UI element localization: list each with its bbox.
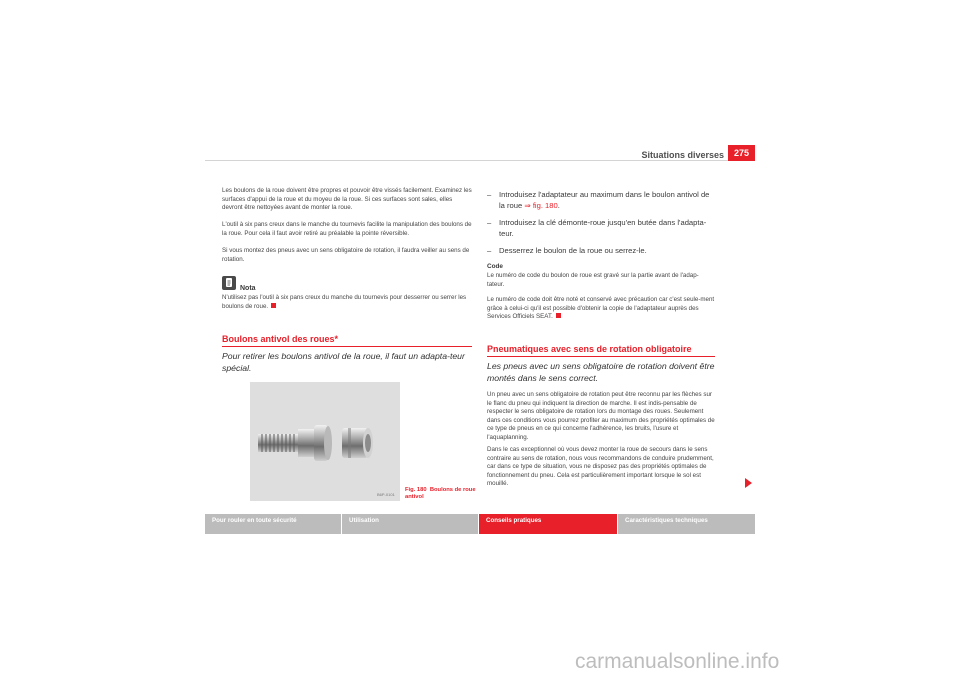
section-lead-directional-tyres: Les pneus avec un sens obligatoire de rotation doivent être montés dans le sens correct.: [487, 361, 715, 383]
footer-tab-label: Caractéristiques techniques: [625, 517, 708, 524]
note-text: [222, 294, 472, 311]
footer-tab-practical-tips[interactable]: [479, 514, 617, 534]
figure-caption-text: Boulons de roue antivol: [405, 487, 476, 500]
step-dash: –: [487, 246, 492, 255]
section-rule-right: [487, 356, 715, 357]
step-item: [487, 217, 715, 239]
end-marker-icon: [271, 303, 276, 308]
paragraph-code-engraved: Le numéro de code du boulon de roue est gravé sur la partie avant de l'adap-tateur.: [487, 272, 699, 288]
paragraph-hex-tool: L'outil à six pans creux dans le manche du tournevis facilite la manipulation des boulons de la roue. Pour cela il faut avoir retiré au préalable la pointe réversible.: [222, 221, 472, 237]
step-dash: –: [487, 190, 492, 199]
footer-tab-label: Pour rouler en toute sécurité: [212, 517, 297, 524]
step-text: Introduisez l'adaptateur au maximum dans le boulon antivol de la roue: [499, 190, 710, 210]
instruction-steps: [487, 189, 715, 262]
section-title-directional-tyres: Pneumatiques avec sens de rotation obligatoire: [487, 344, 692, 354]
section-title-antitheft-bolts: Boulons antivol des roues*: [222, 334, 339, 344]
figure-antitheft-bolts: [250, 382, 400, 501]
note-icon: [222, 276, 236, 290]
section-lead-antitheft-bolts: Pour retirer les boulons antivol de la roue, il faut un adapta-teur spécial.: [222, 351, 465, 373]
step-dash: –: [487, 218, 492, 227]
footer-tab-label: Utilisation: [349, 517, 379, 524]
footer-tab-safety[interactable]: [205, 514, 341, 534]
step-text: Desserrez le boulon de la roue ou serrez-le.: [499, 246, 647, 255]
paragraph-code-keep-text: Le numéro de code doit être noté et conservé avec précaution car c'est seule-ment grâce à celui-ci qu'il est possible d'obtenir la copie de l'adaptateur auprès des Services Officiels SEAT.: [487, 296, 715, 321]
figure-caption-label: Fig. 180: [405, 487, 427, 493]
paragraph-rotation-direction: Si vous montez des pneus avec un sens obligatoire de rotation, il faudra veiller au sens de rotation.: [222, 247, 470, 263]
header-rule: [205, 160, 755, 161]
footer-tab-operation[interactable]: [342, 514, 478, 534]
page-number-badge: 275: [728, 145, 755, 161]
page-header-title: Situations diverses: [641, 150, 724, 160]
end-marker-icon: [556, 313, 561, 318]
section-rule-left: [222, 346, 472, 347]
step-text-end: .: [557, 201, 560, 210]
code-heading: Code: [487, 263, 503, 270]
next-page-arrow-icon[interactable]: [745, 478, 752, 488]
figure-reference-link[interactable]: ⇒ fig. 180: [524, 201, 558, 210]
paragraph-spare-wheel-exception: Dans le cas exceptionnel où vous devez monter la roue de secours dans le sens contraire au sens de rotation, nous vous recommandons de conduire prudemment, car dans ce type de situation, vous ne disposez pas des propriétés optimales de fonctionnement du pneu. Cela est particulièrement important lorsque le sol est mouillé.: [487, 446, 714, 488]
step-text: Introduisez la clé démonte-roue jusqu'en butée dans l'adapta-teur.: [499, 218, 707, 238]
step-item: [487, 245, 715, 256]
figure-code: B6P-0101: [377, 492, 395, 497]
paragraph-wheel-bolts-clean: Les boulons de la roue doivent être propres et pouvoir être vissés facilement. Examinez les surfaces d'appui de la roue et du moyeu de la roue. Si ces surfaces sont sales, elles devront être nettoyées avant de monter la roue.: [222, 187, 472, 212]
paragraph-code-keep: [487, 296, 715, 322]
footer-tab-label: Conseils pratiques: [486, 517, 542, 524]
paragraph-directional-tyre-info: Un pneu avec un sens obligatoire de rotation peut être reconnu par les flèches sur le flanc du pneu qui indiquent la direction de marche. Il est indis-pensable de respecter le sens obligatoire de rotation lors du montage des roues. Seulement dans ces conditions vous pourrez profiter au maximum des propriétés optimales de ce type de pneus en ce qui concerne l'adhérence, les bruits, l'usure et l'aquaplanning.: [487, 391, 715, 441]
note-label: Nota: [240, 285, 256, 292]
footer-tab-technical-data[interactable]: [618, 514, 755, 534]
figure-caption: [405, 487, 485, 501]
watermark: carmanualsonline.info: [575, 650, 780, 673]
step-item: [487, 189, 715, 211]
note-text-content: N'utilisez pas l'outil à six pans creux du manche du tournevis pour desserrer ou serrer les boulons de roue.: [222, 294, 467, 310]
